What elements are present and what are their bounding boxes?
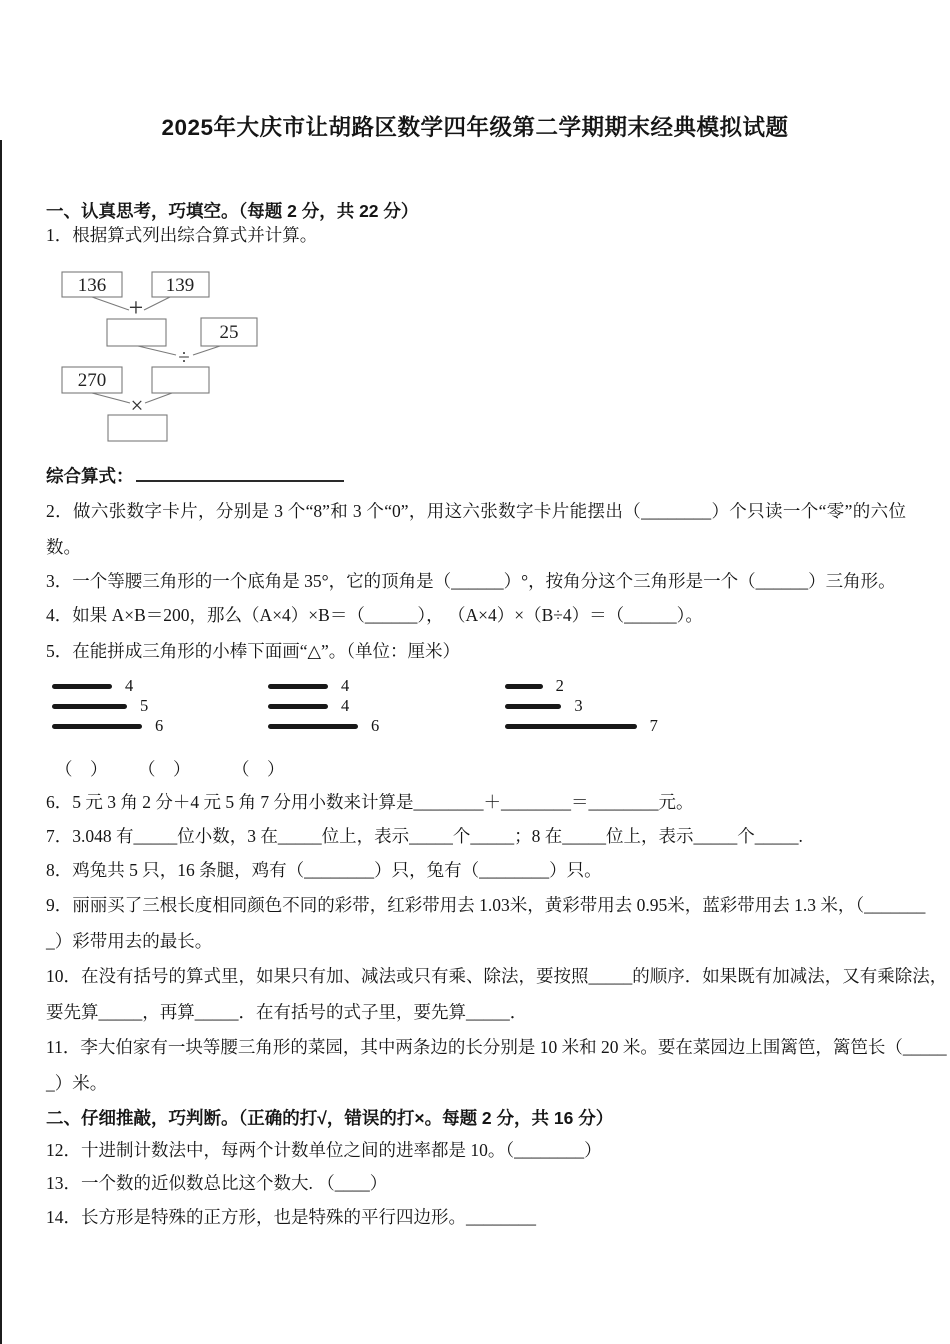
stick-bar — [268, 724, 358, 729]
question-1: 1．根据算式列出综合算式并计算。 — [46, 225, 318, 245]
stick-length-label: 4 — [341, 676, 350, 696]
question-11-line-1: 11．李大伯家有一块等腰三角形的菜园，其中两条边的长分别是 10 米和 20 米。要在菜园边上围篱笆，篱笆长（_____ — [46, 1037, 947, 1057]
stick-row — [505, 696, 658, 716]
stick-bar — [52, 724, 142, 729]
stick-row — [52, 716, 163, 736]
stick-bar — [52, 684, 112, 689]
flow-box-empty-2 — [152, 367, 209, 393]
question-12: 12．十进制计数法中，每两个计数单位之间的进率都是 10。（________） — [46, 1140, 602, 1160]
section-2-heading: 二、仔细推敲，巧判断。（正确的打√，错误的打×。每题 2 分，共 16 分） — [46, 1108, 614, 1128]
stick-bar — [268, 684, 328, 689]
question-5: 5．在能拼成三角形的小棒下面画“△”。（单位：厘米） — [46, 641, 460, 661]
stick-group-2 — [268, 676, 379, 736]
stick-length-label: 6 — [371, 716, 380, 736]
flow-box-empty-3 — [108, 415, 167, 441]
stick-group-3 — [505, 676, 658, 736]
answer-slot-2: （ ） — [138, 759, 191, 779]
stick-row — [52, 676, 163, 696]
question-6: 6．5 元 3 角 2 分＋4 元 5 角 7 分用小数来计算是________＋________＝________元。 — [46, 792, 694, 812]
question-11-line-2: _）米。 — [46, 1073, 108, 1093]
answer-slot-1: （ ） — [55, 759, 108, 779]
scan-edge-artifact — [0, 140, 2, 1344]
divide-operator-icon: ÷ — [178, 345, 190, 369]
question-3: 3．一个等腰三角形的一个底角是 35°，它的顶角是（______）°，按角分这个三角形是一个（______）三角形。 — [46, 571, 896, 591]
stick-row — [505, 676, 658, 696]
stick-length-label: 4 — [125, 676, 134, 696]
flow-value-139: 139 — [165, 275, 195, 296]
stick-row — [52, 696, 163, 716]
stick-row — [268, 716, 379, 736]
question-10-line-1: 10．在没有括号的算式里，如果只有加、减法或只有乘、除法，要按照_____的顺序．如果既有加减法，又有乘除法， — [46, 966, 948, 986]
section-1-heading: 一、认真思考，巧填空。（每题 2 分，共 22 分） — [46, 201, 419, 221]
stick-length-label: 7 — [649, 716, 658, 736]
stick-length-label: 2 — [555, 676, 564, 696]
flow-value-270: 270 — [77, 370, 107, 391]
composite-expression-label: 综合算式： — [46, 466, 134, 486]
stick-row — [268, 676, 379, 696]
question-14: 14．长方形是特殊的正方形，也是特殊的平行四边形。________ — [46, 1207, 536, 1227]
stick-length-label: 5 — [140, 696, 149, 716]
stick-bar — [52, 704, 127, 709]
question-10-line-2: 要先算_____，再算_____．在有括号的式子里，要先算_____． — [46, 1002, 528, 1022]
question-2-line-2: 数。 — [46, 537, 81, 557]
page-title: 2025年大庆市让胡路区数学四年级第二学期期末经典模拟试题 — [161, 115, 789, 140]
stick-bar — [505, 684, 543, 689]
stick-length-label: 4 — [341, 696, 350, 716]
question-8: 8．鸡兔共 5 只，16 条腿，鸡有（________）只，兔有（________）只。 — [46, 860, 602, 880]
stick-group-1 — [52, 676, 163, 736]
composite-expression-blank — [136, 461, 344, 482]
stick-row — [505, 716, 658, 736]
question-1-flow-diagram — [45, 263, 375, 455]
flow-value-136: 136 — [77, 275, 107, 296]
question-7: 7．3.048 有_____位小数，3 在_____位上，表示_____个_____；8 在_____位上，表示_____个_____. — [46, 826, 803, 846]
question-2-line-1: 2．做六张数字卡片，分别是 3 个“8”和 3 个“0”，用这六张数字卡片能摆出（________）个只读一个“零”的六位 — [46, 501, 906, 521]
plus-operator-icon: + — [128, 293, 144, 322]
stick-bar — [505, 704, 561, 709]
stick-length-label: 6 — [155, 716, 164, 736]
multiply-operator-icon: × — [130, 393, 144, 418]
question-13: 13．一个数的近似数总比这个数大. （____） — [46, 1173, 388, 1193]
stick-length-label: 3 — [574, 696, 583, 716]
question-9-line-1: 9．丽丽买了三根长度相同颜色不同的彩带，红彩带用去 1.03米，黄彩带用去 0.95米，蓝彩带用去 1.3 米，（_______ — [46, 895, 926, 915]
flow-box-empty-1 — [107, 319, 166, 346]
question-4: 4．如果 A×B＝200，那么（A×4）×B＝（______）， （A×4）×（B÷4）＝（______）。 — [46, 605, 703, 625]
stick-row — [268, 696, 379, 716]
stick-bar — [268, 704, 328, 709]
question-9-line-2: _）彩带用去的最长。 — [46, 931, 213, 951]
stick-bar — [505, 724, 637, 729]
answer-slot-3: （ ） — [232, 759, 285, 779]
composite-expression-row — [46, 461, 906, 488]
flow-value-25: 25 — [219, 322, 239, 343]
question-5-sticks-diagram — [46, 676, 906, 786]
